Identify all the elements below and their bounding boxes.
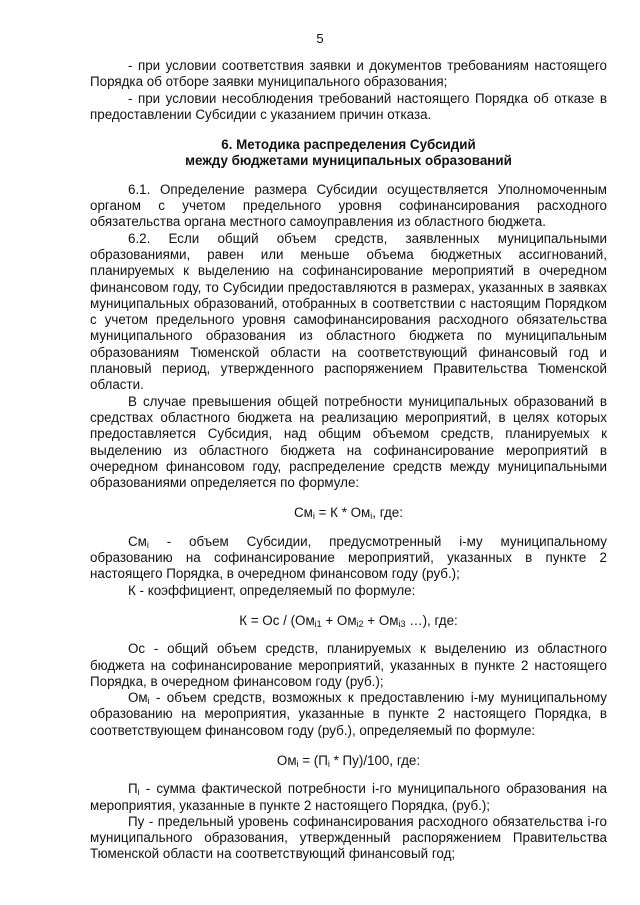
page-number: 5 (316, 31, 324, 46)
definition-om: $Ом_i$ - объем средств, возможных к предоставлению i-му муниципальному образованию на мероприятия, указанные в пункте 2 настоящего Порядка, в соответствующем финансовом году (руб.), определяемый по формуле: (90, 690, 607, 738)
formula-om: $Ом_i = (П_i * Пу)/100$, где: (276, 752, 421, 769)
definition-p: $П_i$ - сумма фактической потребности i-го муниципального образования на мероприятия, указанные в пункте 2 настоящего Порядка, (руб.); (90, 781, 607, 813)
list-item: - при условии несоблюдения требований настоящего Порядка об отказе в предоставлении Субсидии с указанием причин отказа. (90, 90, 607, 122)
definition-k: К - коэффициент, определяемый по формуле: (128, 582, 416, 598)
formula-subsidy: $См_i = К * Ом_i$, где: (294, 505, 403, 522)
formula-coefficient: К = Ос / ($Ом_{i1} + Ом_{i2} + Ом_{i3}$ …), где: (239, 612, 458, 629)
section-title-line: между бюджетами муниципальных образований (185, 153, 512, 169)
paragraph-exceeding: В случае превышения общей потребности муниципальных образований в средствах областного бюджета на реализацию мероприятий, в целях которых предоставляется Субсидия, над общим объемом средств, планируемых к выделению из областного бюджета на софинансирование мероприятий в очередном финансовом году, распределение средств между муниципальными образованиями определяется по формуле: (90, 393, 607, 491)
section-title-line: 6. Методика распределения Субсидий (221, 137, 476, 153)
paragraph-6-2: 6.2. Если общий объем средств, заявленных муниципальными образованиями, равен или меньше объема бюджетных ассигнований, планируемых к выделению на софинансирование мероприятий в очередном финансовом году, то Субсидии предоставляются в размерах, указанных в заявках муниципальных образований, отобранных в соответствии с настоящим Порядком с учетом предельного уровня самофинансирования расходного обязательства муниципального образования из областного бюджета по муниципальным образованиям Тюменской области на соответствующий финансовый год и плановый период, утвержденного распоряжением Правительства Тюменской области. (90, 230, 607, 393)
section-title (90, 137, 607, 170)
definition-pu: Пу - предельный уровень софинансирования расходного обязательства i-го муниципального образования, утвержденный распоряжением Правительства Тюменской области на соответствующий финансовый год; (90, 813, 607, 862)
definition-cm: $См_i$ - объем Субсидии, предусмотренный i-му муниципальному образованию на софинансирование мероприятий, указанных в пункте 2 настоящего Порядка, в очередном финансовом году (руб.); (90, 533, 607, 582)
document-body (90, 58, 607, 863)
list-item: - при условии соответствия заявки и документов требованиям настоящего Порядка об отборе заявки муниципального образования; (90, 58, 607, 90)
definition-os: Ос - общий объем средств, планируемых к выделению из областного бюджета на софинансирование мероприятий, указанных в пункте 2 настоящего Порядка, в очередном финансовом году (руб.); (90, 641, 607, 689)
paragraph-6-1: 6.1. Определение размера Субсидии осуществляется Уполномоченным органом с учетом предельного уровня софинансирования расходного обязательства органа местного самоуправления из областного бюджета. (90, 181, 607, 230)
